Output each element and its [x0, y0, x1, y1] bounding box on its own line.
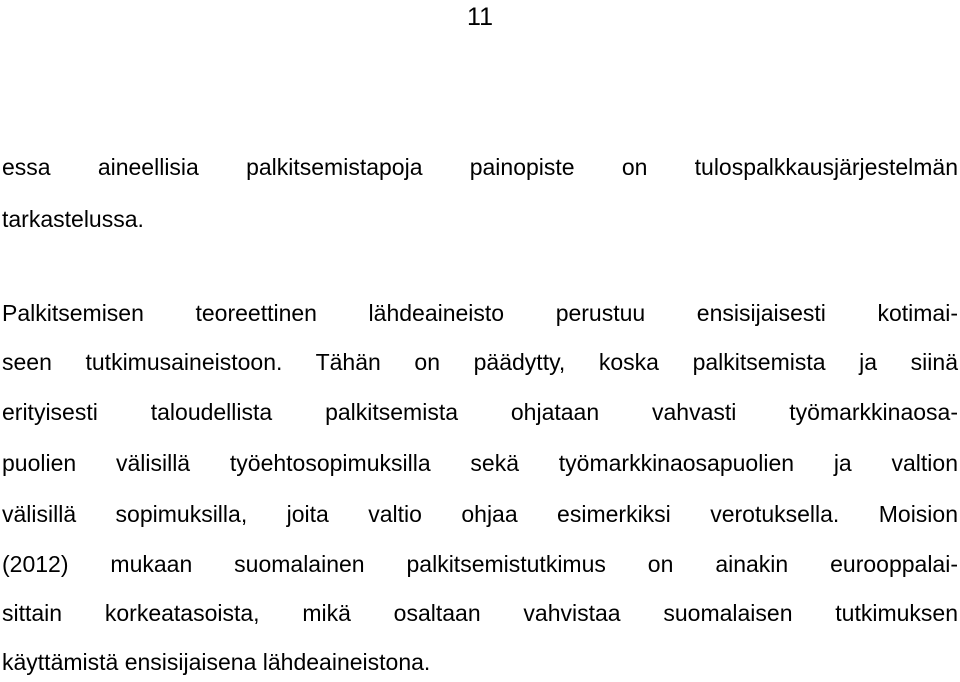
paragraph-line: (2012) mukaan suomalainen palkitsemistutkimus on ainakin eurooppalai-: [2, 551, 958, 577]
paragraph-line: sittain korkeatasoista, mikä osaltaan vahvistaa suomalaisen tutkimuksen: [2, 600, 958, 626]
page-number: 11: [467, 3, 493, 31]
paragraph-line: puolien välisillä työehtosopimuksilla sekä työmarkkinaosapuolien ja valtion: [2, 450, 958, 476]
paragraph-line: essa aineellisia palkitsemistapoja painopiste on tulospalkkausjärjestelmän: [2, 154, 958, 180]
paragraph-line: erityisesti taloudellista palkitsemista ohjataan vahvasti työmarkkinaosa-: [2, 399, 958, 425]
paragraph-line: Palkitsemisen teoreettinen lähdeaineisto perustuu ensisijaisesti kotimai-: [2, 300, 958, 326]
paragraph-line: välisillä sopimuksilla, joita valtio ohjaa esimerkiksi verotuksella. Moision: [2, 501, 958, 527]
paragraph-line: tarkastelussa.: [2, 206, 144, 232]
paragraph-line: käyttämistä ensisijaisena lähdeaineistona.: [2, 649, 431, 675]
paragraph-line: seen tutkimusaineistoon. Tähän on päädytty, koska palkitsemista ja siinä: [2, 349, 958, 375]
